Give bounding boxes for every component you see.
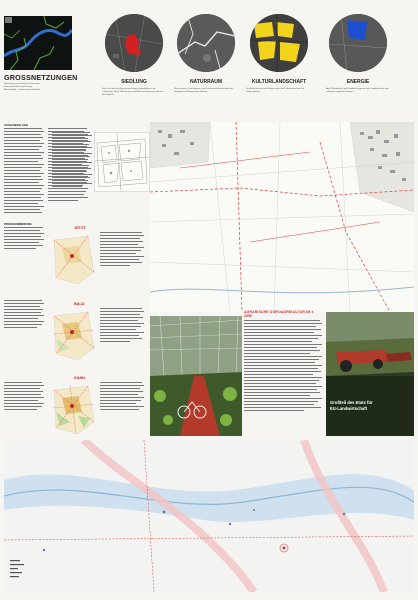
text-energie: Agri-Photovoltaik und Windkraft ergänzen die Landwirtschaft und erzeugen regionale Energie. [326, 88, 389, 93]
poster-subtitle-1: Vernetzung von Siedlung, Naturraum, [4, 83, 41, 85]
bald-text-left [4, 300, 44, 340]
aerial-sketch [94, 132, 150, 192]
circle-naturraum [177, 14, 235, 72]
text-siedlung: Das Dorf und der Regionsrand liegen eingebettet in die Landschaft. Neue Wohnformen und Nachverdichtung ergänzen die Struktur. [102, 88, 164, 96]
photo-tractor [326, 312, 414, 436]
text-naturraum: Wasserläufe, Feuchtwiesen und Gehölzstrukturen bilden das ökologische Rückgrat des Gebiets. [174, 88, 233, 93]
label-energie: ENERGIE [346, 79, 370, 85]
site-plan [150, 122, 414, 312]
label-siedlung: SIEDLUNG [121, 79, 147, 85]
phase-jetzt-map [48, 232, 98, 288]
programmierung-text [4, 227, 44, 255]
phase-dann-map [48, 382, 98, 438]
section-ausgangslage: AUSGANGSLAGE [4, 123, 28, 127]
text-kulturlandschaft: Die Ackerflächen und Wege prägen die Kulturlandschaft seit Jahrhunderten. [246, 88, 305, 93]
label-naturraum: NATURRAUM [189, 79, 223, 85]
title-image [4, 16, 72, 70]
poster-subtitle-2: Kulturlandschaft und Energie [4, 86, 33, 88]
phase-jetzt-label: JETZT [74, 226, 86, 230]
phase-bald-text [100, 308, 144, 356]
label-kulturlandschaft: KULTURLANDSCHAFT [251, 79, 307, 85]
legend-mark [5, 17, 12, 23]
photo-caption-2: EU-Landwirtschaft [330, 406, 367, 411]
regional-map [4, 440, 414, 592]
ausgangslage-text [4, 128, 44, 218]
poster-subtitle-3: Masterarbeit · Landschaftsarchitektur [4, 89, 41, 91]
photo-caption-1: Großteil des Etats für [330, 400, 373, 405]
section-programmierung: PROGRAMMIERUNG [4, 222, 32, 226]
phase-jetzt-text [100, 232, 144, 280]
circle-energie [329, 14, 387, 72]
agri-title: AGRARISCHE DOROAGRIKULTUR IM ± 2050 [244, 310, 314, 318]
river-map-graphic [4, 16, 72, 70]
dann-text-left [4, 382, 44, 422]
render-greenhouse [150, 316, 242, 436]
phase-bald-map [48, 308, 98, 364]
circle-siedlung [105, 14, 163, 72]
circle-kulturlandschaft [250, 14, 308, 72]
agri-text [244, 320, 322, 432]
phase-dann-label: DANN [74, 376, 85, 380]
poster-title: GROSSNETZUNGEN [4, 73, 78, 82]
phase-dann-text [100, 382, 144, 430]
phase-bald-label: BALD [74, 302, 85, 306]
middle-text-col1 [52, 132, 92, 212]
